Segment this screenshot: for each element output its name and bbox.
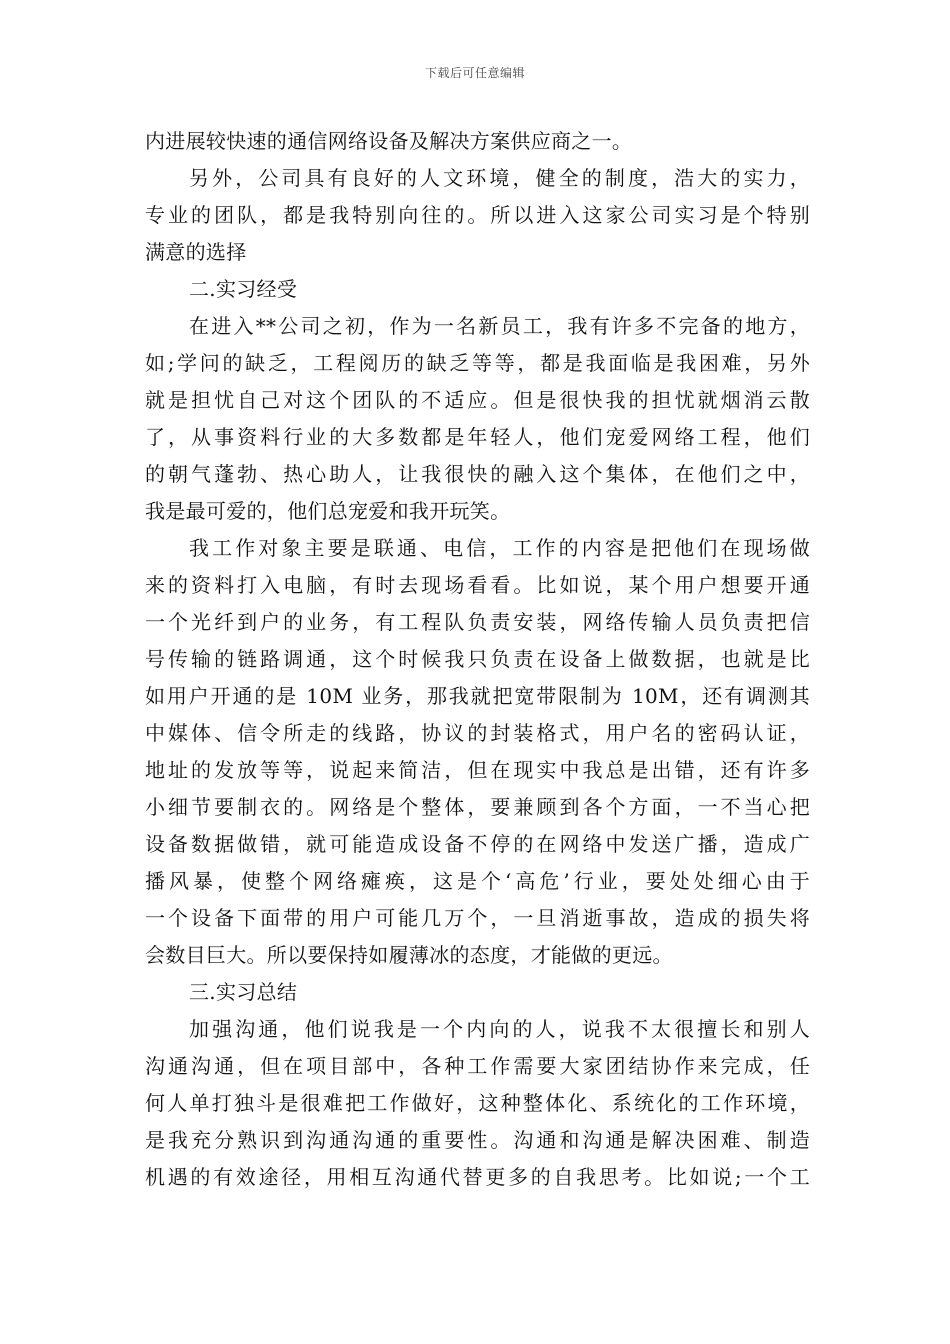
text-line: 设备数据做错，就可能造成设备不停的在网络中发送广播，造成广 (145, 832, 810, 856)
document-body (145, 123, 810, 1196)
text-line: 一个设备下面带的用户可能几万个，一旦消逝事故，造成的损失将 (145, 906, 810, 930)
text-line: 在进入**公司之初，作为一名新员工，我有许多不完备的地方， (189, 314, 810, 338)
text-line: 播风暴，使整个网络瘫痪，这是个‘高危’行业，要处处细心由于 (145, 869, 810, 893)
text-line: 三.实习总结 (189, 980, 298, 1004)
page-header: 下载后可任意编辑 (424, 66, 525, 80)
text-line: 我工作对象主要是联通、电信，工作的内容是把他们在现场做 (189, 536, 810, 560)
text-line: 了，从事资料行业的大多数都是年轻人，他们宠爱网络工程，他们 (145, 425, 810, 449)
text-line: 沟通沟通，但在项目部中，各种工作需要大家团结协作来完成，任 (145, 1054, 810, 1078)
text-line: 我是最可爱的，他们总宠爱和我开玩笑。 (145, 499, 511, 523)
text-line: 机遇的有效途径，用相互沟通代替更多的自我思考。比如说;一个工 (145, 1165, 810, 1189)
text-line: 就是担忧自己对这个团队的不适应。但是很快我的担忧就烟消云散 (145, 388, 810, 412)
text-line: 二.实习经受 (189, 277, 298, 301)
text-line: 加强沟通，他们说我是一个内向的人，说我不太很擅长和别人 (189, 1017, 810, 1041)
text-line: 号传输的链路调通，这个时候我只负责在设备上做数据，也就是比 (145, 647, 810, 671)
text-line: 专业的团队，都是我特别向往的。所以进入这家公司实习是个特别 (145, 203, 810, 227)
text-line: 另外，公司具有良好的人文环境，健全的制度，浩大的实力， (189, 166, 810, 190)
text-line: 何人单打独斗是很难把工作做好，这种整体化、系统化的工作环境， (145, 1091, 810, 1115)
text-line: 如用户开通的是 10M 业务，那我就把宽带限制为 10M，还有调测其 (145, 684, 810, 708)
text-line: 是我充分熟识到沟通沟通的重要性。沟通和沟通是解决困难、制造 (145, 1128, 810, 1152)
text-line: 中媒体、信令所走的线路，协议的封装格式，用户名的密码认证， (145, 721, 810, 745)
text-line: 如;学问的缺乏，工程阅历的缺乏等等，都是我面临是我困难，另外 (145, 351, 810, 375)
text-line: 会数目巨大。所以要保持如履薄冰的态度，才能做的更远。 (145, 943, 673, 967)
text-line: 满意的选择 (145, 240, 247, 264)
text-line: 小细节要制衣的。网络是个整体，要兼顾到各个方面，一不当心把 (145, 795, 810, 819)
text-line: 来的资料打入电脑，有时去现场看看。比如说，某个用户想要开通 (145, 573, 810, 597)
text-line: 的朝气蓬勃、热心助人，让我很快的融入这个集体，在他们之中， (145, 462, 810, 486)
text-line: 地址的发放等等，说起来简洁，但在现实中我总是出错，还有许多 (145, 758, 810, 782)
text-line: 内进展较快速的通信网络设备及解决方案供应商之一。 (145, 129, 633, 153)
text-line: 一个光纤到户的业务，有工程队负责安装，网络传输人员负责把信 (145, 610, 810, 634)
